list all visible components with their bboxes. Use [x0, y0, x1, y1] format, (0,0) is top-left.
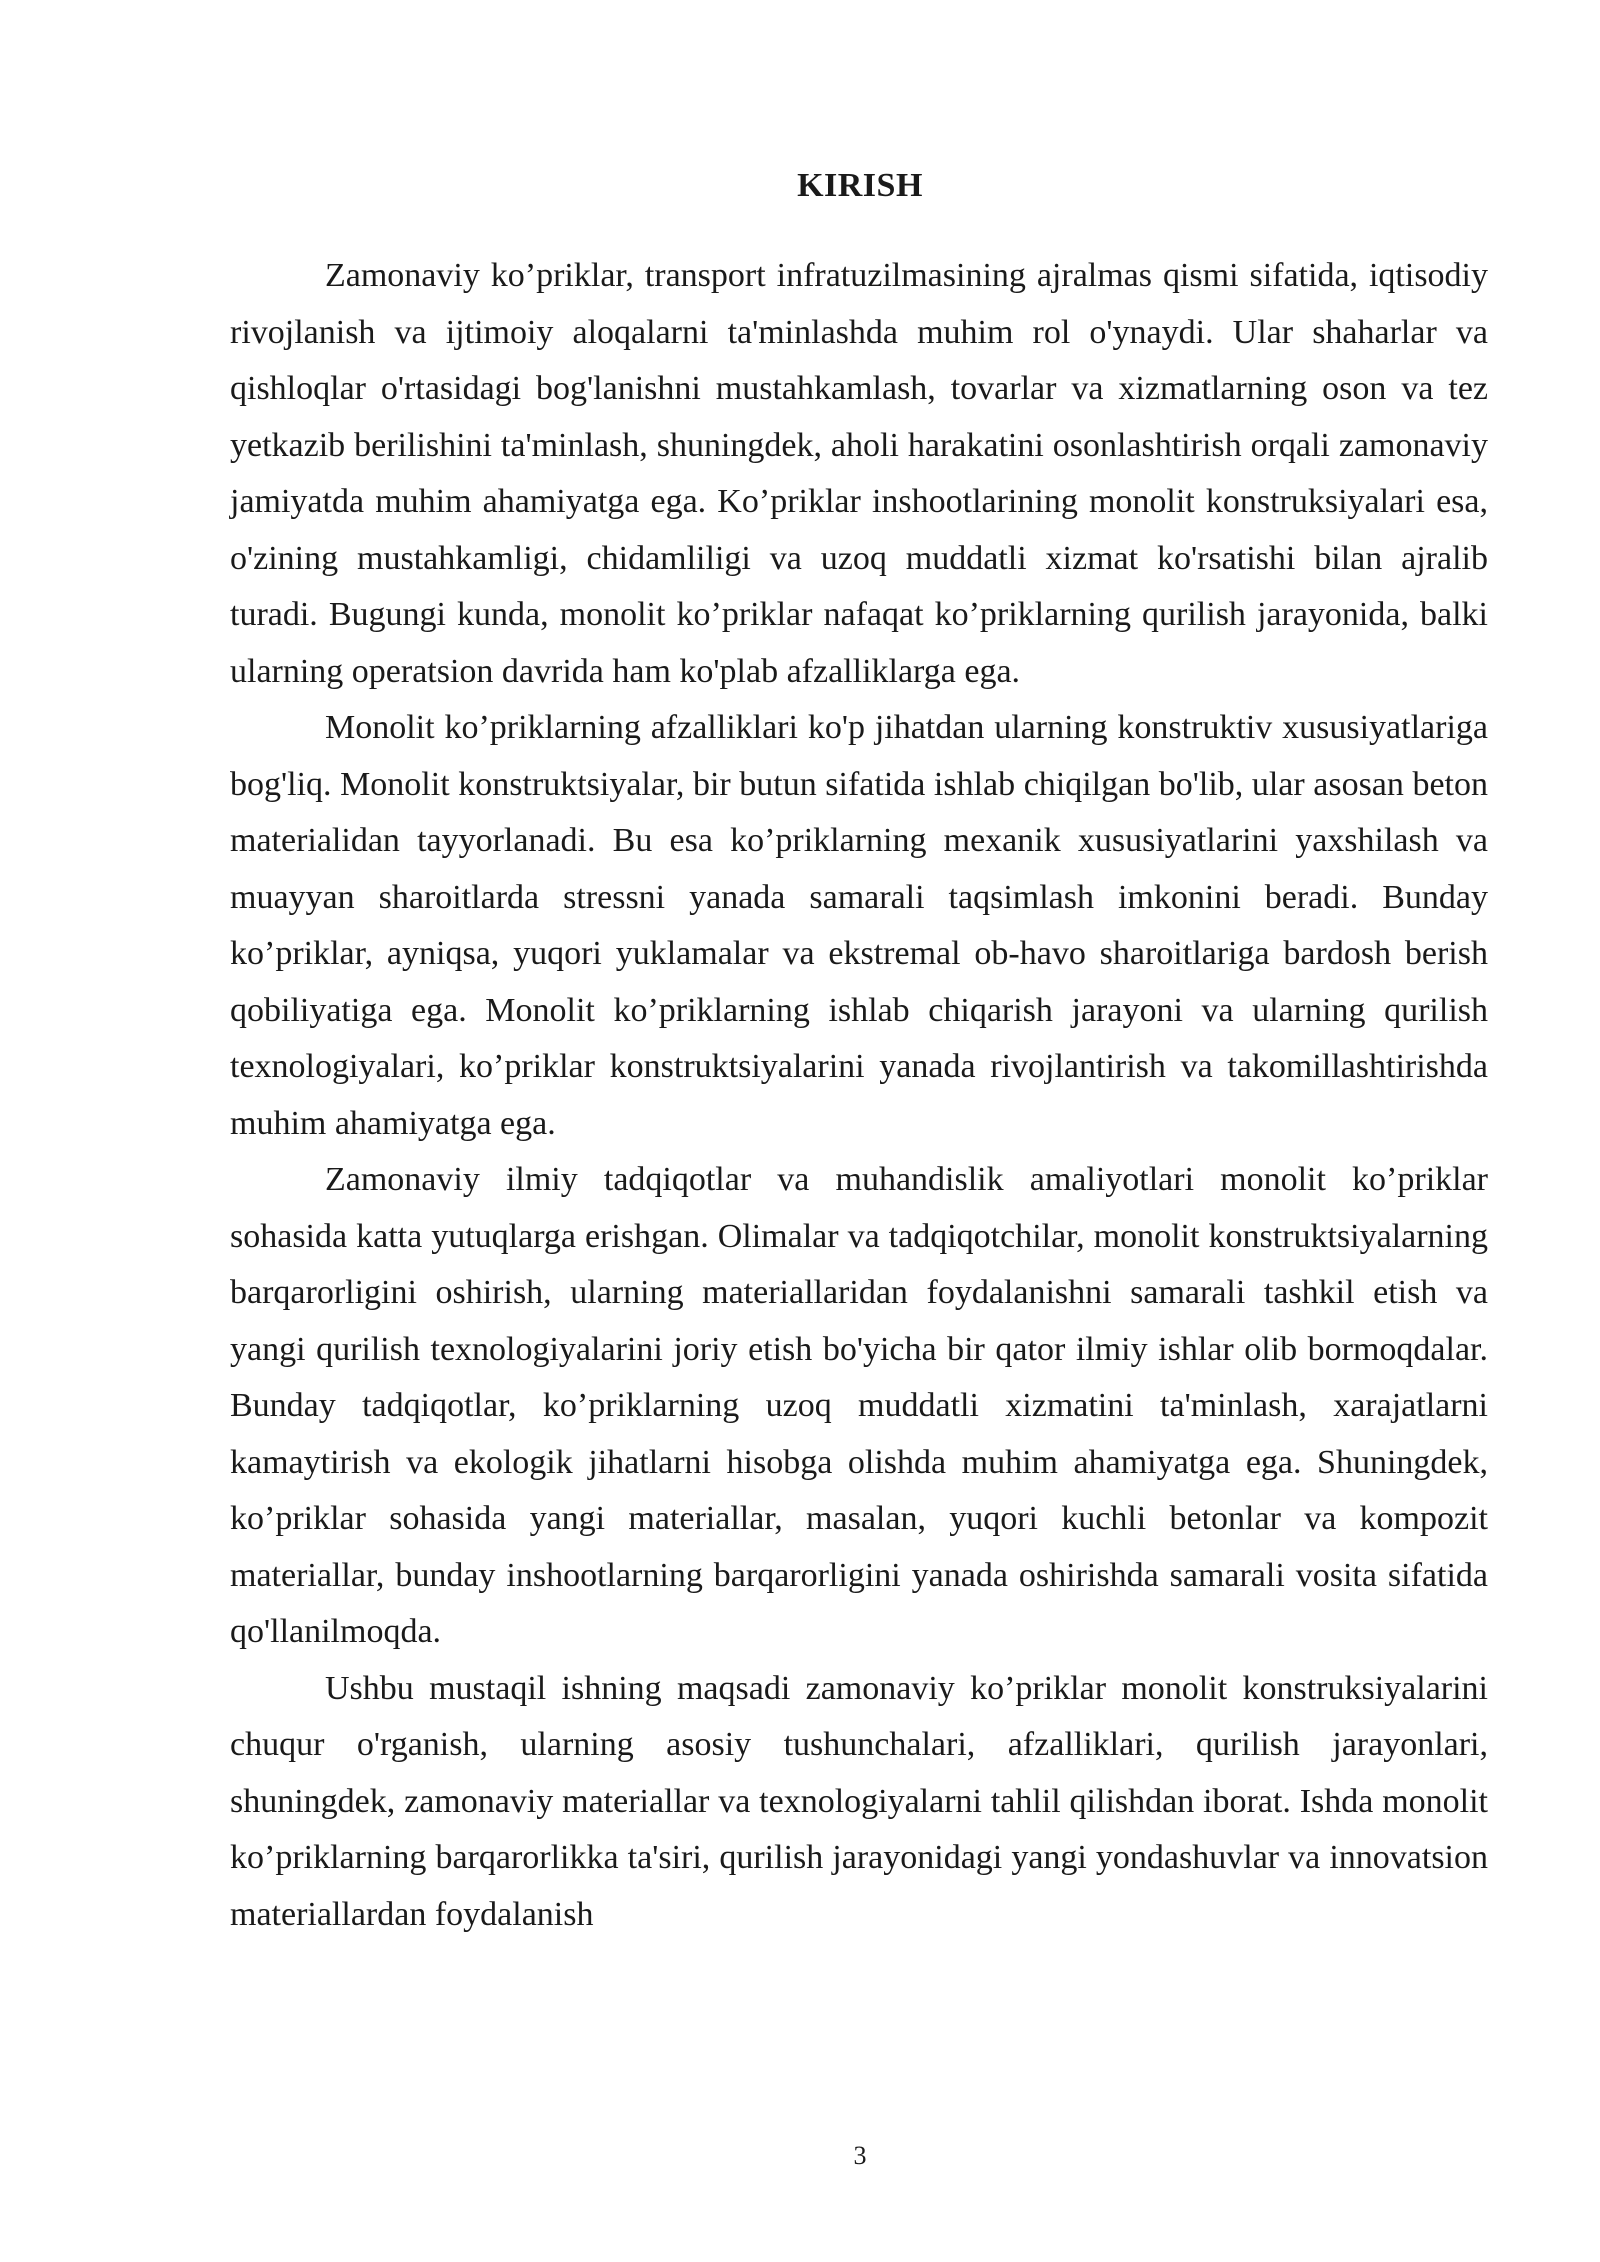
paragraph-4: Ushbu mustaqil ishning maqsadi zamonaviy ko’priklar monolit konstruksiyalarini chuqur o'rganish, ularning asosiy tushunchalari, afzalliklari, qurilish jarayonlari, shuningdek, zamonaviy materiallar va texnologiyalarni tahlil qilishdan iborat. Ishda monolit ko’priklarning barqarorlikka ta'siri, qurilish jarayonidagi yangi yondashuvlar va innovatsion materiallardan foydalanish — [230, 1669, 1488, 1933]
page-number: 3 — [853, 2141, 867, 2170]
page-title: KIRISH — [797, 167, 923, 204]
paragraph-1: Zamonaviy ko’priklar, transport infratuzilmasining ajralmas qismi sifatida, iqtisodiy rivojlanish va ijtimoiy aloqalarni ta'minlashda muhim rol o'ynaydi. Ular shaharlar va qishloqlar o'rtasidagi bog'lanishni mustahkamlash, tovarlar va xizmatlarning oson va tez yetkazib berilishini ta'minlash, shuningdek, aholi harakatini osonlashtirish orqali zamonaviy jamiyatda muhim ahamiyatga ega. Ko’priklar inshootlarining monolit konstruksiyalari esa, o'zining mustahkamligi, chidamliligi va uzoq muddatli xizmat ko'rsatishi bilan ajralib turadi. Bugungi kunda, monolit ko’priklar nafaqat ko’priklarning qurilish jarayonida, balki ularning operatsion davrida ham ko'plab afzalliklarga ega. — [230, 257, 1488, 690]
body-text — [230, 248, 1488, 1943]
paragraph-2: Monolit ko’priklarning afzalliklari ko'p jihatdan ularning konstruktiv xususiyatlariga bog'liq. Monolit konstruktsiyalar, bir butun sifatida ishlab chiqilgan bo'lib, ular asosan beton materialidan tayyorlanadi. Bu esa ko’priklarning mexanik xususiyatlarini yaxshilash va muayyan sharoitlarda stressni yanada samarali taqsimlash imkonini beradi. Bunday ko’priklar, ayniqsa, yuqori yuklamalar va ekstremal ob-havo sharoitlariga bardosh berish qobiliyatiga ega. Monolit ko’priklarning ishlab chiqarish jarayoni va ularning qurilish texnologiyalari, ko’priklar konstruktsiyalarini yanada rivojlantirish va takomillashtirishda muhim ahamiyatga ega. — [230, 709, 1488, 1142]
paragraph-3: Zamonaviy ilmiy tadqiqotlar va muhandislik amaliyotlari monolit ko’priklar sohasida katta yutuqlarga erishgan. Olimalar va tadqiqotchilar, monolit konstruktsiyalarning barqarorligini oshirish, ularning materiallaridan foydalanishni samarali tashkil etish va yangi qurilish texnologiyalarini joriy etish bo'yicha bir qator ilmiy ishlar olib bormoqdalar. Bunday tadqiqotlar, ko’priklarning uzoq muddatli xizmatini ta'minlash, xarajatlarni kamaytirish va ekologik jihatlarni hisobga olishda muhim ahamiyatga ega. Shuningdek, ko’priklar sohasida yangi materiallar, masalan, yuqori kuchli betonlar va kompozit materiallar, bunday inshootlarning barqarorligini yanada oshirishda samarali vosita sifatida qo'llanilmoqda. — [230, 1161, 1488, 1650]
